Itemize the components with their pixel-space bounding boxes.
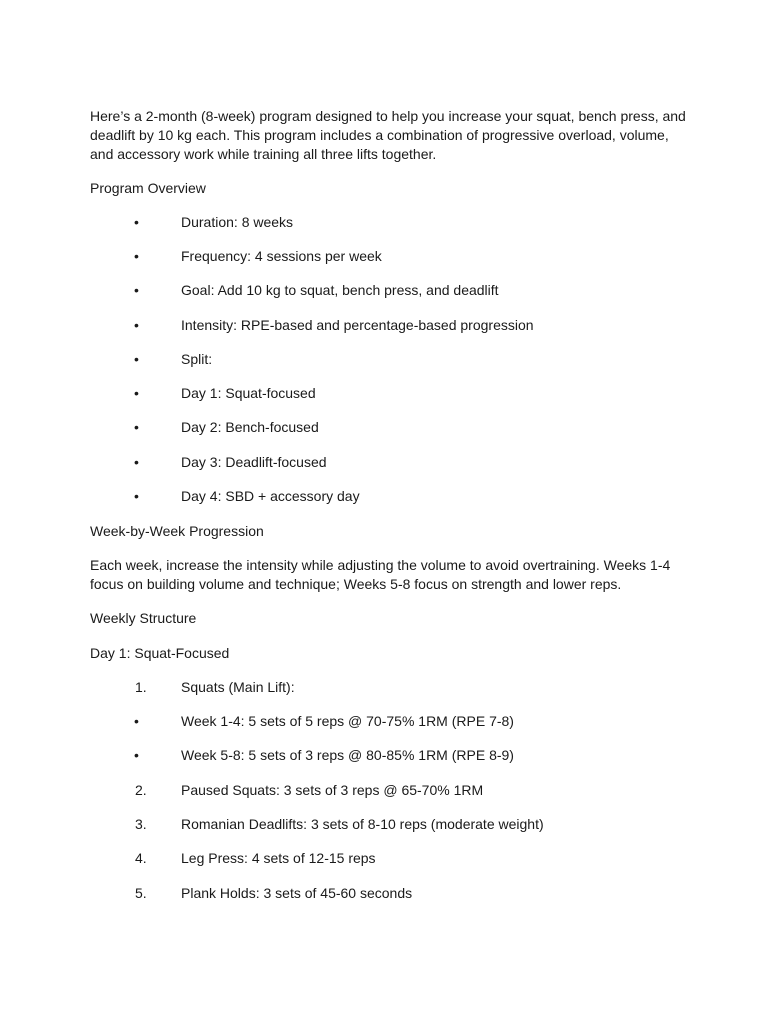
- progression-paragraph: Each week, increase the intensity while adjusting the volume to avoid overtraining. Weeks 1-4 focus on building volume and technique; Weeks 5-8 focus on strength and lower reps.: [90, 557, 671, 592]
- list-item: [0, 350, 768, 369]
- list-item-text: Frequency: 4 sessions per week: [181, 248, 382, 264]
- list-item-text: Day 1: Squat-focused: [181, 385, 316, 401]
- list-item: [0, 781, 768, 800]
- list-marker: 4.: [135, 850, 147, 866]
- bullet-marker: •: [134, 282, 139, 298]
- list-item: [0, 746, 768, 765]
- list-marker: 2.: [135, 782, 147, 798]
- bullet-marker: •: [134, 419, 139, 435]
- list-item: [0, 849, 768, 868]
- day1-heading: Day 1: Squat-Focused: [90, 645, 230, 661]
- list-item-text: Day 4: SBD + accessory day: [181, 488, 360, 504]
- list-item: [0, 316, 768, 335]
- list-item: [0, 487, 768, 506]
- progression-heading: Week-by-Week Progression: [90, 523, 264, 539]
- bullet-marker: •: [134, 351, 139, 367]
- list-marker: 5.: [135, 885, 147, 901]
- list-item-text: Duration: 8 weeks: [181, 214, 294, 230]
- list-item-text: Day 3: Deadlift-focused: [181, 454, 327, 470]
- program-overview-heading: Program Overview: [90, 180, 206, 196]
- bullet-marker: •: [134, 248, 139, 264]
- list-item-text: Split:: [181, 351, 213, 367]
- list-item-text: Intensity: RPE-based and percentage-based progression: [181, 317, 534, 333]
- list-item: [0, 884, 768, 903]
- list-item: [0, 678, 768, 697]
- weekly-structure-heading: Weekly Structure: [90, 610, 197, 626]
- bullet-marker: •: [134, 488, 139, 504]
- list-item-text: Day 2: Bench-focused: [181, 419, 319, 435]
- list-item-text: Plank Holds: 3 sets of 45-60 seconds: [181, 885, 413, 901]
- list-item-text: Goal: Add 10 kg to squat, bench press, and deadlift: [181, 282, 499, 298]
- list-item: [0, 815, 768, 834]
- bullet-marker: •: [134, 214, 139, 230]
- list-marker: •: [134, 747, 139, 763]
- list-item-text: Week 1-4: 5 sets of 5 reps @ 70-75% 1RM (RPE 7-8): [181, 713, 514, 729]
- list-item-text: Squats (Main Lift):: [181, 679, 295, 695]
- list-marker: •: [134, 713, 139, 729]
- bullet-marker: •: [134, 454, 139, 470]
- bullet-marker: •: [134, 385, 139, 401]
- list-item: [0, 281, 768, 300]
- bullet-marker: •: [134, 317, 139, 333]
- list-item-text: Paused Squats: 3 sets of 3 reps @ 65-70% 1RM: [181, 782, 484, 798]
- list-item: [0, 213, 768, 232]
- list-item: [0, 247, 768, 266]
- list-item-text: Leg Press: 4 sets of 12-15 reps: [181, 850, 376, 866]
- list-item: [0, 418, 768, 437]
- list-item: [0, 453, 768, 472]
- list-item: [0, 384, 768, 403]
- intro-paragraph: Here’s a 2-month (8-week) program designed to help you increase your squat, bench press, and deadlift by 10 kg each. This program includes a combination of progressive overload, volume, and accessory work while training all three lifts together.: [90, 108, 686, 162]
- list-marker: 3.: [135, 816, 147, 832]
- list-item-text: Romanian Deadlifts: 3 sets of 8-10 reps (moderate weight): [181, 816, 544, 832]
- list-item-text: Week 5-8: 5 sets of 3 reps @ 80-85% 1RM (RPE 8-9): [181, 747, 514, 763]
- list-item: [0, 712, 768, 731]
- list-marker: 1.: [135, 679, 147, 695]
